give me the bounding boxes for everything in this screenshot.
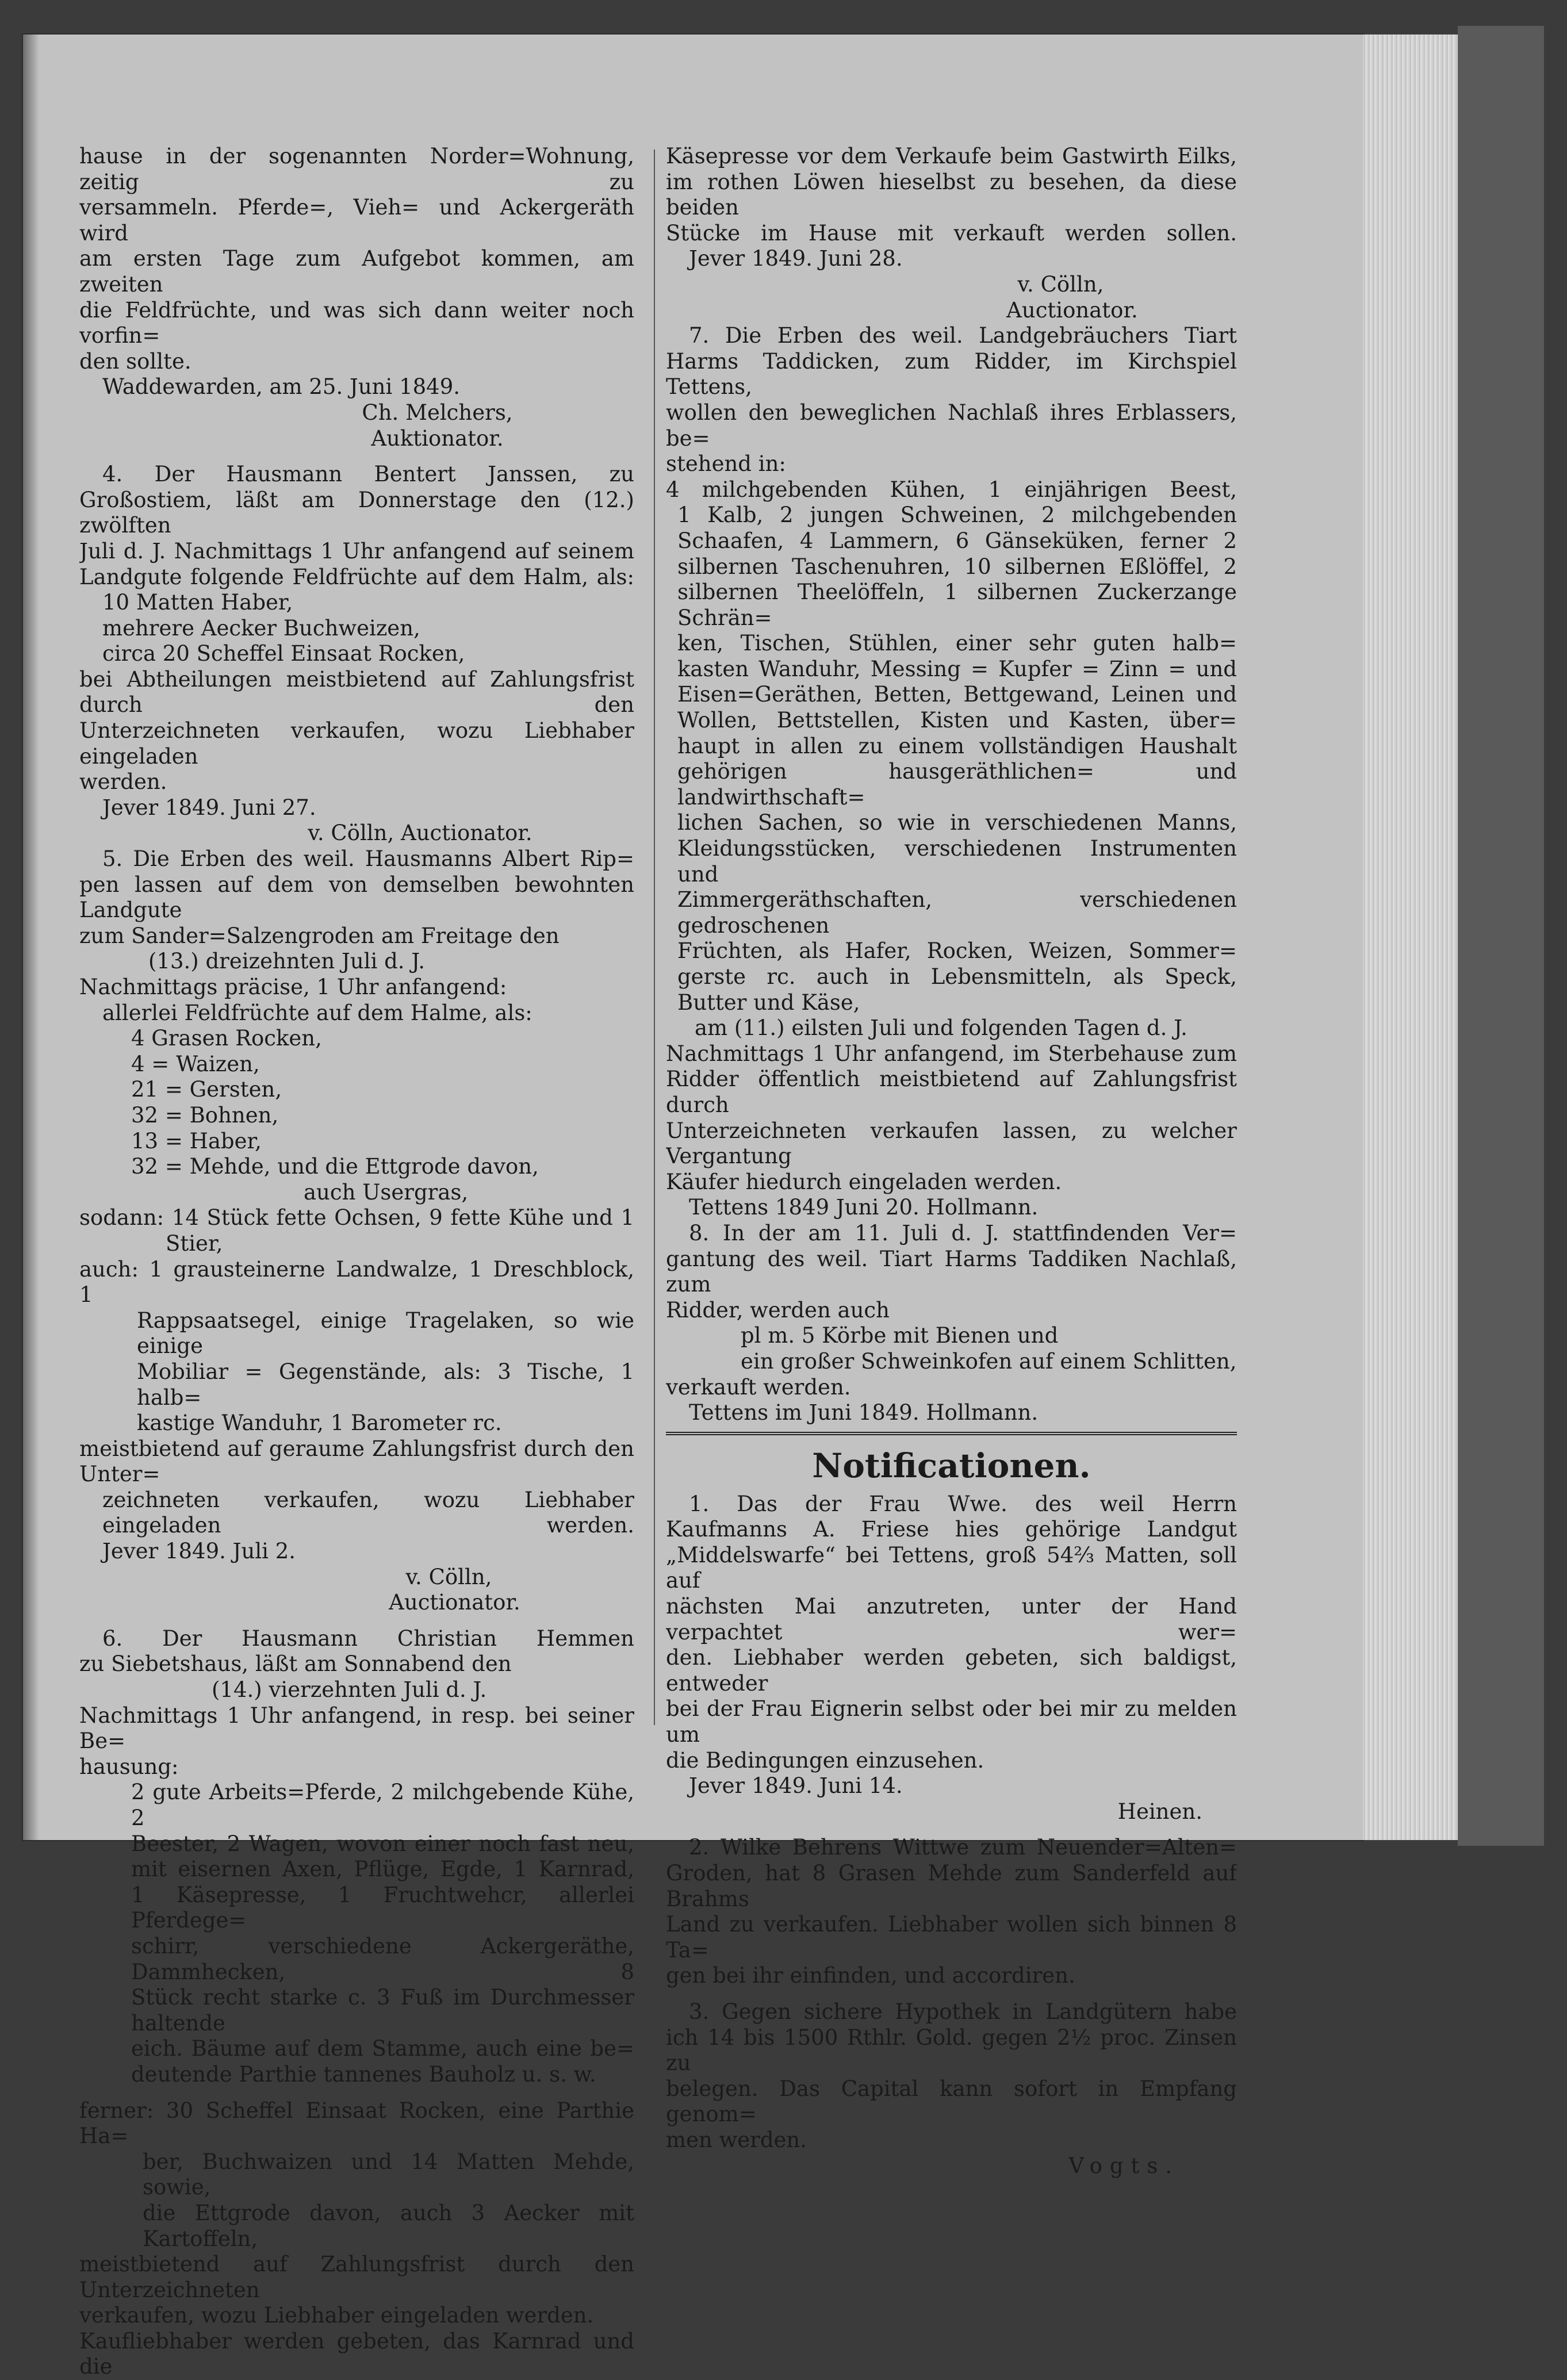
text-line: ber, Buchwaizen und 14 Matten Mehde, sowie, — [143, 2149, 634, 2200]
text-line: Unterzeichneten verkaufen, wozu Liebhaber eingeladen — [79, 718, 634, 769]
list-item: 13 = Haber, — [131, 1128, 262, 1153]
text-line: 1 Kalb, 2 jungen Schweinen, 2 milchgebenden — [677, 503, 1237, 528]
list-item: pl m. 5 Körbe mit Bienen und — [741, 1323, 1059, 1348]
text-line: Zimmergeräthschaften, verschiedenen gedroschenen — [677, 887, 1237, 938]
text-line: verkaufen, wozu Liebhaber eingeladen werden. — [79, 2303, 594, 2328]
list-item: schirr, verschiedene Ackergeräthe, Dammhecken, 8 — [131, 1933, 634, 1984]
list-item: circa 20 Scheffel Einsaat Rocken, — [102, 641, 465, 666]
notification-3-heading: 3. Gegen sichere Hypothek in Landgütern habe — [689, 1999, 1237, 2024]
text-line: Kleidungsstücken, verschiedenen Instrumenten und — [677, 836, 1237, 887]
text-line: Ridder öffentlich meistbietend auf Zahlungsfrist durch — [666, 1067, 1237, 1117]
notice-8-heading: 8. In der am 11. Juli d. J. stattfindenden Ver= — [689, 1220, 1237, 1245]
text-line: bei Abtheilungen meistbietend auf Zahlungsfrist durch den — [79, 666, 634, 718]
text-line: ferner: 30 Scheffel Einsaat Rocken, eine Parthie Ha= — [79, 2098, 634, 2149]
text-line: wollen den beweglichen Nachlaß ihres Erblassers, be= — [666, 400, 1237, 451]
list-item: mehrere Aecker Buchweizen, — [102, 615, 420, 641]
text-line: pen lassen auf dem von demselben bewohnten Landgute — [79, 872, 634, 923]
text-line: den sollte. — [79, 348, 191, 374]
book-page-edges — [1363, 35, 1458, 1840]
text-line: zum Sander=Salzengroden am Freitage den — [79, 923, 560, 948]
left-column — [79, 144, 634, 2380]
text-line: Eisen=Geräthen, Betten, Bettgewand, Leinen und — [677, 682, 1237, 707]
date-line: (13.) dreizehnten Juli d. J. — [148, 949, 425, 974]
text-line: Juli d. J. Nachmittags 1 Uhr anfangend auf seinem — [79, 538, 634, 564]
text-line: lichen Sachen, so wie in verschiedenen Manns, — [677, 810, 1237, 836]
text-line: kastige Wanduhr, 1 Barometer rc. — [137, 1411, 502, 1436]
text-line: zu Siebetshaus, läßt am Sonnabend den — [79, 1651, 512, 1677]
signature-line: Heinen. — [1117, 1799, 1202, 1824]
text-line: Käsepresse vor dem Verkaufe beim Gastwirth Eilks, — [666, 144, 1237, 168]
list-item: 2 gute Arbeits=Pferde, 2 milchgebende Kühe, 2 — [131, 1780, 634, 1830]
text-line: meistbietend auf Zahlungsfrist durch den Unterzeichneten — [79, 2252, 634, 2302]
text-line: Stücke im Hause mit verkauft werden sollen. — [666, 220, 1237, 246]
date-line: am (11.) eilsten Juli und folgenden Tagen d. J. — [695, 1015, 1187, 1041]
text-line: silbernen Taschenuhren, 10 silbernen Eßlöffel, 2 — [677, 554, 1237, 579]
notice-5-heading: 5. Die Erben des weil. Hausmanns Albert Rip= — [102, 846, 634, 872]
text-line: gehörigen hausgeräthlichen= und landwirthschaft= — [677, 759, 1237, 810]
notice-4-heading: 4. Der Hausmann Bentert Janssen, zu — [102, 462, 634, 487]
list-item: 32 = Bohnen, — [131, 1102, 279, 1128]
text-line: stehend in: — [666, 451, 786, 477]
text-line: Groden, hat 8 Grasen Mehde zum Sanderfeld auf Brahms — [666, 1861, 1237, 1911]
text-line: Kaufmanns A. Friese hies gehörige Landgut — [666, 1517, 1237, 1542]
text-line: zeichneten verkaufen, wozu Liebhaber eingeladen werden. — [102, 1487, 634, 1538]
signature-line: Vogts. — [1068, 2153, 1179, 2178]
text-line: bei der Frau Eignerin selbst oder bei mir zu melden um — [666, 1696, 1237, 1747]
text-line: gerste rc. auch in Lebensmitteln, als Speck, — [677, 964, 1237, 989]
list-item: mit eisernen Axen, Pflüge, Egde, 1 Karnrad, — [131, 1857, 634, 1882]
list-item: 32 = Mehde, und die Ettgrode davon, — [131, 1154, 539, 1179]
signature-name: v. Cölln, — [1017, 271, 1104, 297]
column-divider — [654, 150, 655, 1725]
text-line: Landgute folgende Feldfrüchte auf dem Halm, als: — [79, 564, 634, 589]
text-line: im rothen Löwen hieselbst zu besehen, da diese beiden — [666, 169, 1237, 220]
text-line: „Middelswarfe“ bei Tettens, groß 54⅔ Matten, soll auf — [666, 1542, 1237, 1593]
notification-1-heading: 1. Das der Frau Wwe. des weil Herrn — [689, 1491, 1237, 1516]
text-line: men werden. — [666, 2127, 807, 2152]
text-line: Stier, — [166, 1231, 223, 1256]
list-item: eich. Bäume auf dem Stamme, auch eine be= — [131, 2036, 634, 2061]
list-item: Beester, 2 Wagen, wovon einer noch fast neu, — [131, 1831, 634, 1856]
notification-2-heading: 2. Wilke Behrens Wittwe zum Neuender=Alten= — [689, 1835, 1237, 1860]
text-line: Schaafen, 4 Lammern, 6 Gänseküken, ferner 2 — [677, 528, 1237, 553]
text-line: kasten Wanduhr, Messing = Kupfer = Zinn = und — [677, 656, 1237, 681]
text-line: 4 milchgebenden Kühen, 1 einjährigen Beest, — [666, 477, 1237, 502]
text-line: Butter und Käse, — [677, 990, 860, 1015]
signature-line: v. Cölln, Auctionator. — [308, 821, 532, 846]
text-line: sodann: 14 Stück fette Ochsen, 9 fette Kühe und 1 — [79, 1205, 634, 1231]
place-date-signature: Tettens im Juni 1849. Hollmann. — [689, 1400, 1039, 1425]
text-line: meistbietend auf geraume Zahlungsfrist durch den Unter= — [79, 1436, 634, 1487]
list-item: 4 = Waizen, — [131, 1051, 260, 1076]
book-cover-edge — [1458, 26, 1544, 1846]
notice-6-heading: 6. Der Hausmann Christian Hemmen — [102, 1626, 634, 1651]
place-date-line: Waddewarden, am 25. Juni 1849. — [102, 374, 461, 400]
page-gutter-shadow — [23, 35, 39, 1840]
text-line: nächsten Mai anzutreten, unter der Hand verpachtet wer= — [666, 1594, 1237, 1645]
text-line: Mobiliar = Gegenstände, als: 3 Tische, 1 halb= — [137, 1359, 634, 1410]
text-line: gen bei ihr einfinden, und accordiren. — [666, 1963, 1075, 1988]
text-line: versammeln. Pferde=, Vieh= und Ackergeräth wird — [79, 195, 634, 246]
text-line: Unterzeichneten verkaufen lassen, zu welcher Vergantung — [666, 1118, 1237, 1169]
text-line: Nachmittags 1 Uhr anfangend, im Sterbehause zum — [666, 1041, 1237, 1066]
signature-name: v. Cölln, — [405, 1564, 492, 1589]
text-line: Nachmittags 1 Uhr anfangend, in resp. bei seiner Be= — [79, 1703, 634, 1754]
text-line: den. Liebhaber werden gebeten, sich baldigst, entweder — [666, 1645, 1237, 1696]
place-date-signature: Tettens 1849 Juni 20. Hollmann. — [689, 1195, 1039, 1220]
text-line: ken, Tischen, Stühlen, einer sehr guten halb= — [677, 631, 1237, 656]
text-line: hausung: — [79, 1754, 179, 1779]
text-line: die Bedingungen einzusehen. — [666, 1747, 984, 1773]
place-date-line: Jever 1849. Juni 14. — [689, 1773, 903, 1799]
section-rule — [666, 1432, 1237, 1440]
text-line: haupt in allen zu einem vollständigen Haushalt — [677, 733, 1237, 758]
list-item: deutende Parthie tannenes Bauholz u. s. w. — [131, 2061, 596, 2087]
text-line: silbernen Theelöffeln, 1 silbernen Zuckerzange Schrän= — [677, 580, 1237, 630]
list-item: 4 Grasen Rocken, — [131, 1026, 322, 1051]
list-item: 21 = Gersten, — [131, 1077, 282, 1102]
signature-title: Auctionator. — [1006, 297, 1138, 323]
text-line: die Feldfrüchte, und was sich dann weiter noch vorfin= — [79, 297, 634, 348]
list-item: 1 Käsepresse, 1 Fruchtwehcr, allerlei Pferdege= — [131, 1882, 634, 1933]
text-line: verkauft werden. — [666, 1374, 851, 1400]
text-line: Früchten, als Hafer, Rocken, Weizen, Sommer= — [677, 938, 1237, 964]
place-date-line: Jever 1849. Juli 2. — [102, 1539, 296, 1564]
text-line: auch: 1 grausteinerne Landwalze, 1 Dreschblock, 1 — [79, 1256, 634, 1308]
date-line: (14.) vierzehnten Juli d. J. — [212, 1677, 487, 1703]
text-line: die Ettgrode davon, auch 3 Aecker mit Kartoffeln, — [143, 2200, 634, 2251]
list-item: 10 Matten Haber, — [102, 590, 293, 615]
signature-title: Auktionator. — [371, 426, 504, 451]
right-column — [666, 144, 1237, 2179]
text-line: Ridder, werden auch — [666, 1297, 890, 1323]
signature-title: Auctionator. — [389, 1590, 520, 1615]
text-line: Käufer hiedurch eingeladen werden. — [666, 1169, 1062, 1194]
text-line: gantung des weil. Tiart Harms Taddiken Nachlaß, zum — [666, 1246, 1237, 1297]
text-line: Großostiem, läßt am Donnerstage den (12.) zwölften — [79, 487, 634, 538]
text-line: allerlei Feldfrüchte auf dem Halme, als: — [102, 1000, 532, 1025]
text-line: Kaufliebhaber werden gebeten, das Karnrad und die — [79, 2328, 634, 2379]
text-line: am ersten Tage zum Aufgebot kommen, am zweiten — [79, 246, 634, 297]
section-heading: Notificationen. — [812, 1446, 1091, 1485]
text-line: Rappsaatsegel, einige Tragelaken, so wie einige — [137, 1308, 634, 1359]
notice-7-heading: 7. Die Erben des weil. Landgebräuchers Tiart — [689, 323, 1237, 348]
place-date-line: Jever 1849. Juni 28. — [689, 246, 903, 271]
text-line: werden. — [79, 769, 167, 795]
list-item: Stück recht starke c. 3 Fuß im Durchmesser haltende — [131, 1985, 634, 2036]
text-line: hause in der sogenannten Norder=Wohnung, zeitig zu — [79, 144, 634, 194]
text-line: Harms Taddicken, zum Ridder, im Kirchspiel Tettens, — [666, 348, 1237, 400]
place-date-line: Jever 1849. Juni 27. — [102, 795, 316, 820]
text-line: Land zu verkaufen. Liebhaber wollen sich binnen 8 Ta= — [666, 1912, 1237, 1963]
signature-name: Ch. Melchers, — [362, 400, 513, 425]
text-line: Nachmittags präcise, 1 Uhr anfangend: — [79, 975, 507, 999]
text-line: Wollen, Bettstellen, Kisten und Kasten, über= — [677, 708, 1237, 733]
text-line: belegen. Das Capital kann sofort in Empfang genom= — [666, 2076, 1237, 2127]
list-item-cont: auch Usergras, — [304, 1179, 469, 1205]
list-item: ein großer Schweinkofen auf einem Schlitten, — [741, 1348, 1237, 1374]
text-line: ich 14 bis 1500 Rthlr. Gold. gegen 2½ proc. Zinsen zu — [666, 2025, 1237, 2076]
